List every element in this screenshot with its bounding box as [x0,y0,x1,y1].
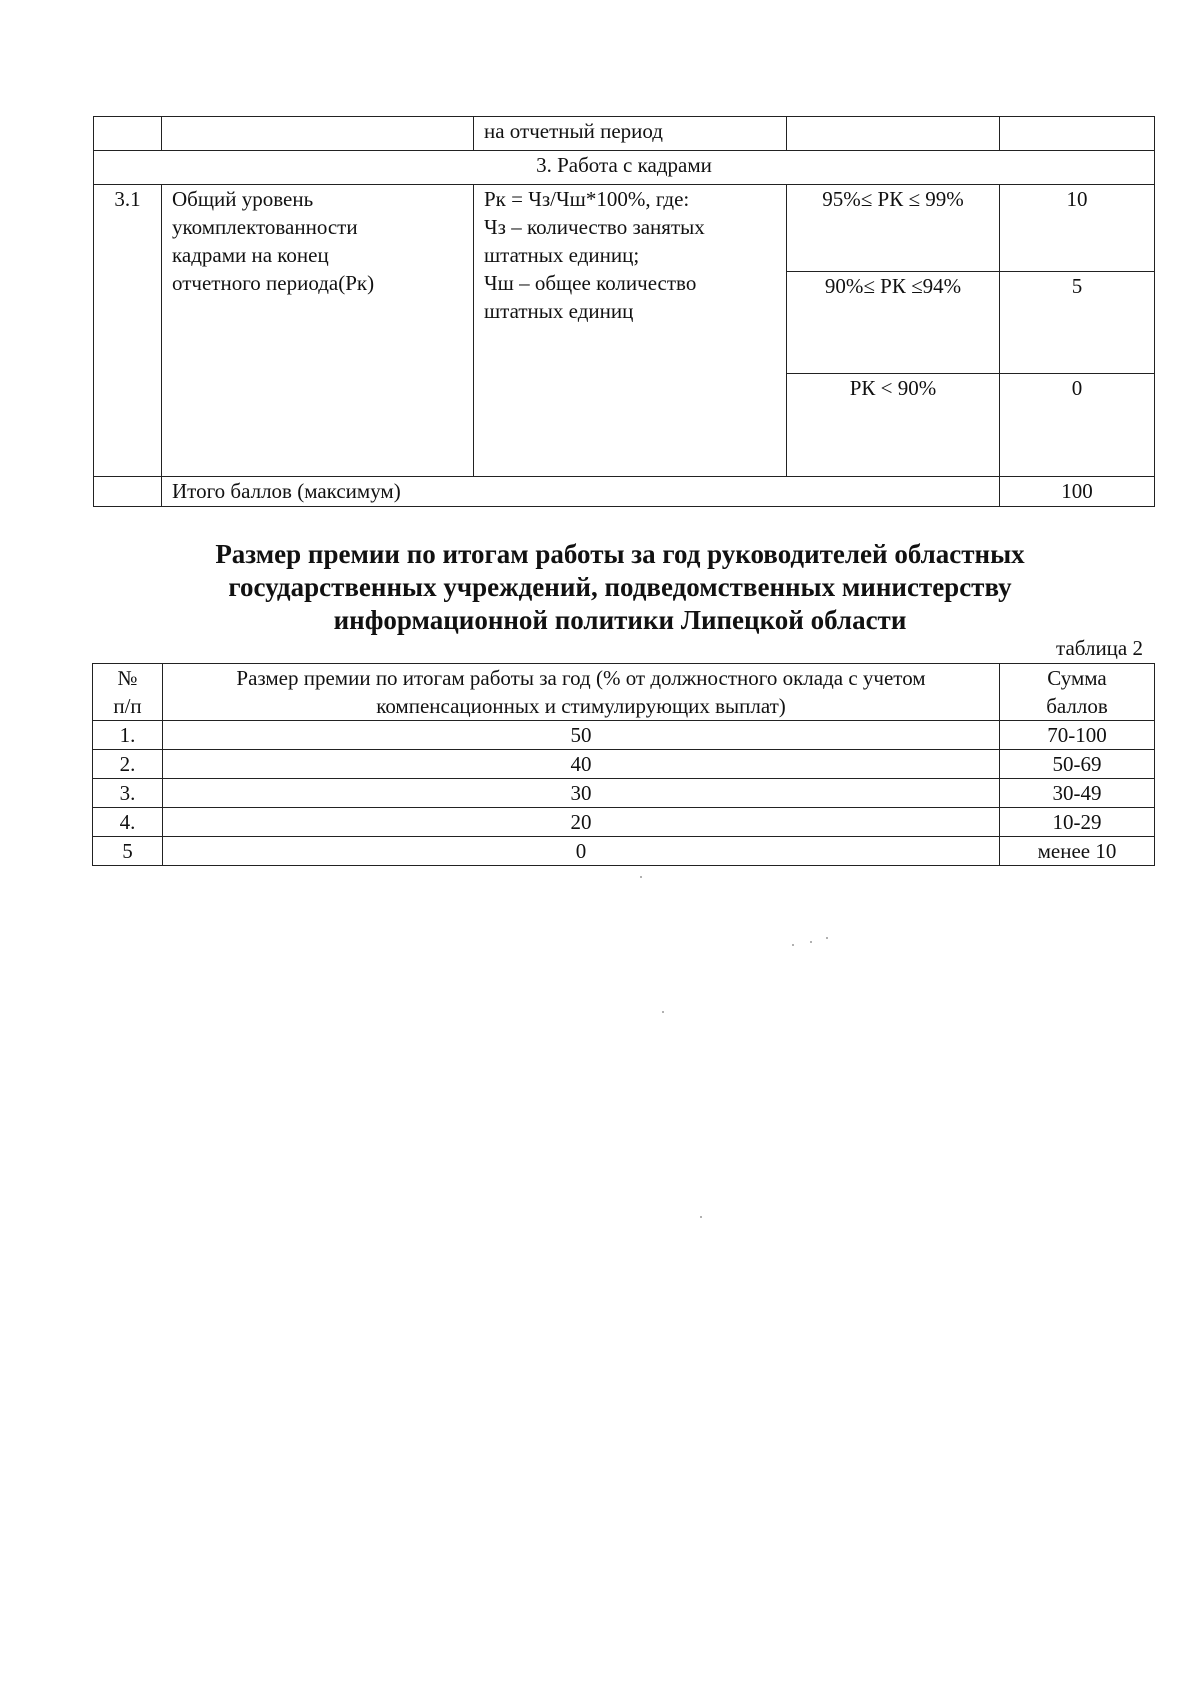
text-line: кадрами на конец [172,243,329,267]
row-bonus: 50 [163,721,1000,750]
text-line: отчетного периода(Рк) [172,271,375,295]
row-num: 4. [93,808,163,837]
row-num: 2. [93,750,163,779]
text-line: Сумма [1047,666,1107,690]
row-score: 30-49 [1000,779,1155,808]
condition-points: 0 [1000,374,1155,477]
continuation-row [94,117,1155,151]
row-score: 50-69 [1000,750,1155,779]
cell [94,117,162,151]
text-line: Общий уровень [172,187,314,211]
header-row [93,664,1155,721]
row-score: менее 10 [1000,837,1155,866]
title-line: информационной политики Липецкой области [333,605,907,635]
criterion-name [162,185,474,477]
scan-speck [792,944,794,946]
cell [162,117,474,151]
row-bonus: 20 [163,808,1000,837]
header-bonus [163,664,1000,721]
row-bonus: 40 [163,750,1000,779]
bonus-table [92,663,1155,866]
criterion-formula [474,185,787,477]
text-line: Чш – общее количество [484,271,697,295]
table-row [93,808,1155,837]
criterion-row [94,185,1155,272]
section-header: 3. Работа с кадрами [94,151,1155,185]
text-line: п/п [113,694,142,718]
section-header-row [94,151,1155,185]
text-line: штатных единиц [484,299,634,323]
table-row [93,750,1155,779]
row-bonus: 30 [163,779,1000,808]
criteria-table [93,116,1155,507]
header-num [93,664,163,721]
text-line: Размер премии по итогам работы за год (% от должностного оклада с учетом [236,666,926,690]
row-num: 5 [93,837,163,866]
row-score: 70-100 [1000,721,1155,750]
total-value: 100 [1000,477,1155,507]
cell [1000,117,1155,151]
condition-points: 5 [1000,272,1155,374]
scan-speck [700,1216,702,1218]
criterion-number: 3.1 [94,185,162,477]
text-line: укомплектованности [172,215,358,239]
text-line: баллов [1046,694,1108,718]
total-label: Итого баллов (максимум) [162,477,1000,507]
row-num: 3. [93,779,163,808]
cell [787,117,1000,151]
text-line: Рк = Чз/Чш*100%, где: [484,187,690,211]
table-row [93,779,1155,808]
table-label: таблица 2 [1056,636,1143,660]
scan-speck [640,876,642,878]
scan-speck [662,1011,664,1013]
text-line: Чз – количество занятых [484,215,705,239]
condition-range: РК < 90% [787,374,1000,477]
text-line: № [117,666,138,690]
cell [94,477,162,507]
scan-speck [826,937,828,939]
table-row [93,721,1155,750]
text-line: штатных единиц; [484,243,640,267]
row-bonus: 0 [163,837,1000,866]
row-score: 10-29 [1000,808,1155,837]
condition-range: 90%≤ РК ≤94% [787,272,1000,374]
row-num: 1. [93,721,163,750]
total-row [94,477,1155,507]
condition-points: 10 [1000,185,1155,272]
title-line: государственных учреждений, подведомственных министерству [228,572,1012,602]
table-row [93,837,1155,866]
section-title [120,538,1120,637]
condition-range: 95%≤ РК ≤ 99% [787,185,1000,272]
scan-speck [810,941,812,943]
cell: на отчетный период [474,117,787,151]
header-score [1000,664,1155,721]
title-line: Размер премии по итогам работы за год руководителей областных [215,539,1025,569]
text-line: компенсационных и стимулирующих выплат) [376,694,786,718]
